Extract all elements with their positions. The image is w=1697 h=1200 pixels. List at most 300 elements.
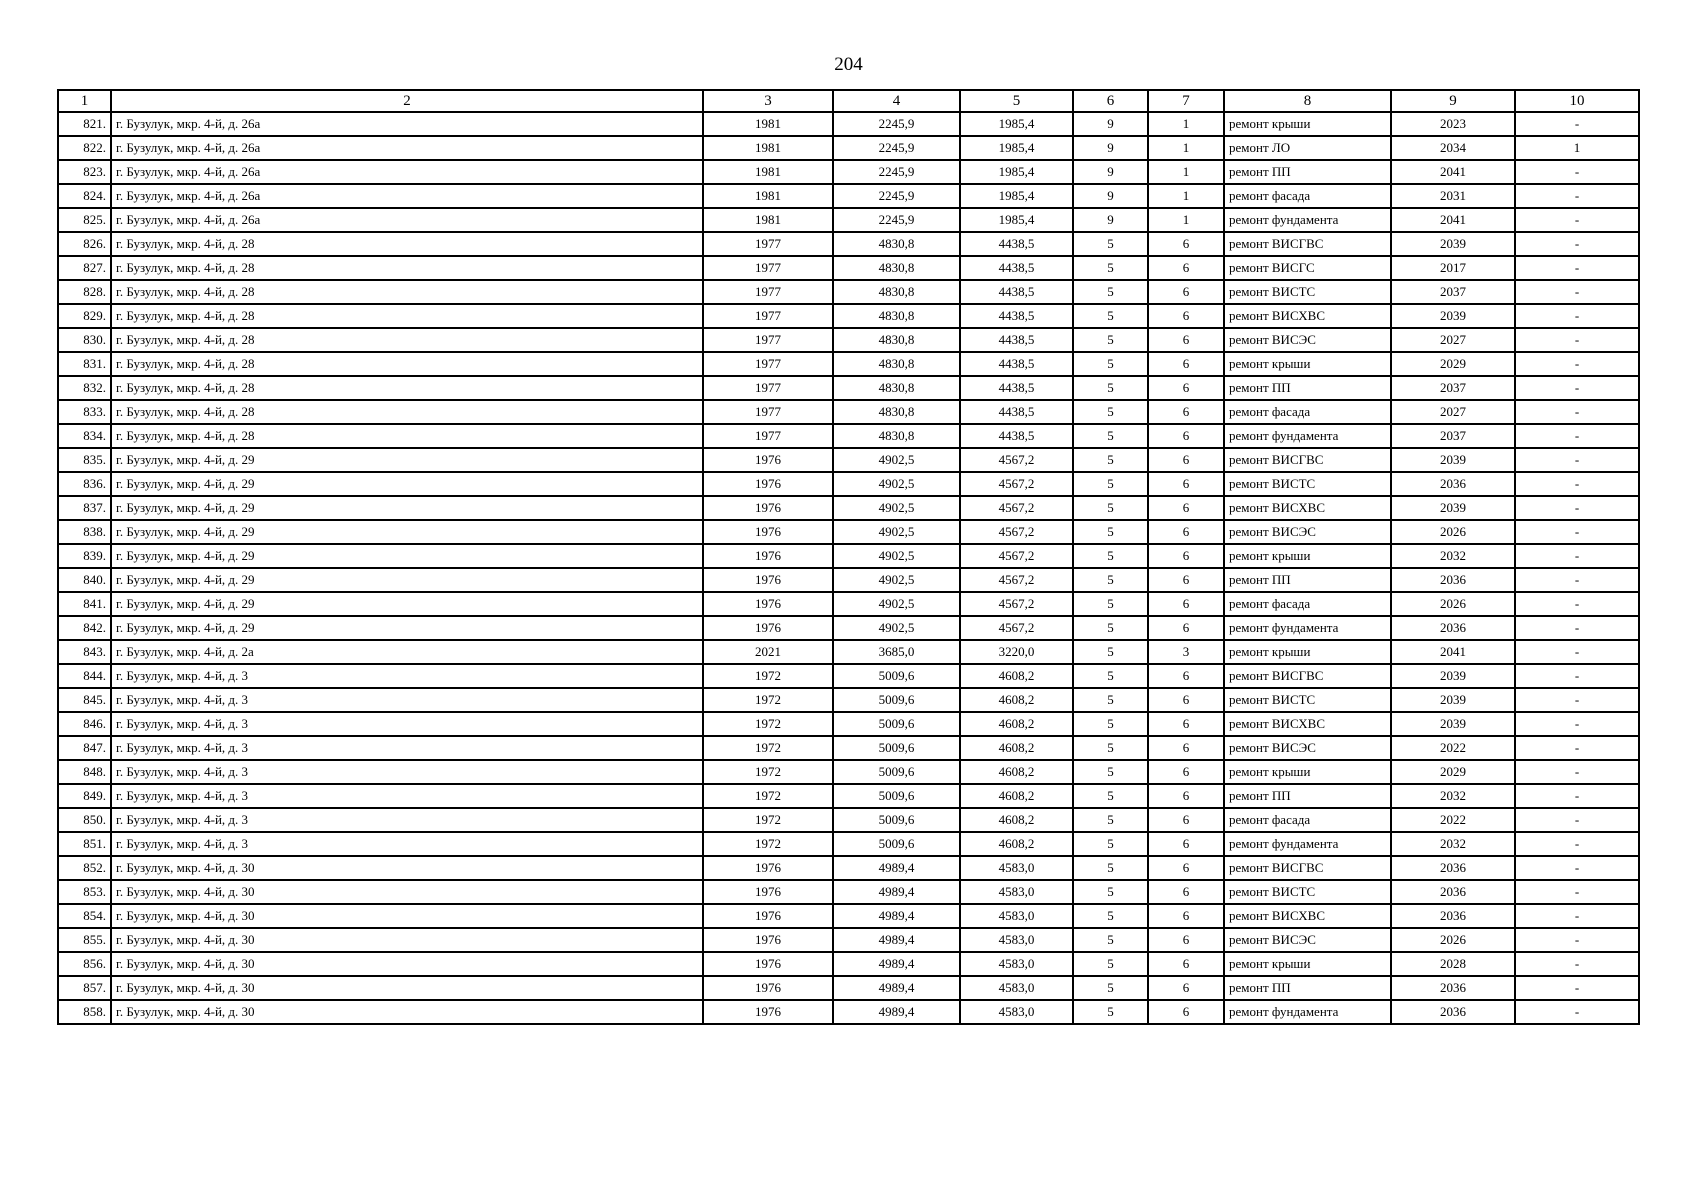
entrances-cell: 6 bbox=[1148, 1000, 1224, 1024]
row-number: 842. bbox=[58, 616, 111, 640]
table-row bbox=[58, 832, 1639, 856]
living-area-cell: 4608,2 bbox=[960, 664, 1073, 688]
floors-cell: 5 bbox=[1073, 760, 1148, 784]
address-cell: г. Бузулук, мкр. 4-й, д. 30 bbox=[111, 952, 703, 976]
address-cell: г. Бузулук, мкр. 4-й, д. 29 bbox=[111, 496, 703, 520]
column-header: 1 bbox=[58, 90, 111, 112]
plan-year-cell: 2036 bbox=[1391, 904, 1515, 928]
note-cell: - bbox=[1515, 424, 1639, 448]
plan-year-cell: 2032 bbox=[1391, 544, 1515, 568]
note-cell: - bbox=[1515, 160, 1639, 184]
row-number: 857. bbox=[58, 976, 111, 1000]
living-area-cell: 4438,5 bbox=[960, 232, 1073, 256]
address-cell: г. Бузулук, мкр. 4-й, д. 29 bbox=[111, 616, 703, 640]
row-number: 834. bbox=[58, 424, 111, 448]
year-built-cell: 1976 bbox=[703, 856, 833, 880]
row-number: 858. bbox=[58, 1000, 111, 1024]
living-area-cell: 4608,2 bbox=[960, 736, 1073, 760]
table-row bbox=[58, 232, 1639, 256]
floors-cell: 5 bbox=[1073, 400, 1148, 424]
total-area-cell: 4989,4 bbox=[833, 976, 960, 1000]
total-area-cell: 5009,6 bbox=[833, 784, 960, 808]
year-built-cell: 1977 bbox=[703, 304, 833, 328]
row-number: 851. bbox=[58, 832, 111, 856]
floors-cell: 5 bbox=[1073, 592, 1148, 616]
year-built-cell: 1972 bbox=[703, 736, 833, 760]
note-cell: - bbox=[1515, 208, 1639, 232]
entrances-cell: 6 bbox=[1148, 712, 1224, 736]
note-cell: - bbox=[1515, 568, 1639, 592]
floors-cell: 5 bbox=[1073, 976, 1148, 1000]
total-area-cell: 4830,8 bbox=[833, 256, 960, 280]
work-type-cell: ремонт ВИСХВС bbox=[1224, 904, 1391, 928]
plan-year-cell: 2037 bbox=[1391, 376, 1515, 400]
plan-year-cell: 2039 bbox=[1391, 712, 1515, 736]
living-area-cell: 4583,0 bbox=[960, 880, 1073, 904]
table-row bbox=[58, 928, 1639, 952]
work-type-cell: ремонт ВИСЭС bbox=[1224, 328, 1391, 352]
floors-cell: 5 bbox=[1073, 856, 1148, 880]
table-row bbox=[58, 376, 1639, 400]
row-number: 825. bbox=[58, 208, 111, 232]
plan-year-cell: 2039 bbox=[1391, 304, 1515, 328]
entrances-cell: 6 bbox=[1148, 688, 1224, 712]
row-number: 844. bbox=[58, 664, 111, 688]
floors-cell: 5 bbox=[1073, 712, 1148, 736]
year-built-cell: 1977 bbox=[703, 424, 833, 448]
work-type-cell: ремонт ВИСХВС bbox=[1224, 712, 1391, 736]
living-area-cell: 4567,2 bbox=[960, 568, 1073, 592]
floors-cell: 5 bbox=[1073, 352, 1148, 376]
year-built-cell: 2021 bbox=[703, 640, 833, 664]
floors-cell: 9 bbox=[1073, 136, 1148, 160]
plan-year-cell: 2027 bbox=[1391, 400, 1515, 424]
floors-cell: 5 bbox=[1073, 808, 1148, 832]
table-row bbox=[58, 472, 1639, 496]
floors-cell: 5 bbox=[1073, 520, 1148, 544]
table-row bbox=[58, 760, 1639, 784]
year-built-cell: 1981 bbox=[703, 208, 833, 232]
row-number: 823. bbox=[58, 160, 111, 184]
work-type-cell: ремонт ВИСТС bbox=[1224, 880, 1391, 904]
work-type-cell: ремонт фундамента bbox=[1224, 424, 1391, 448]
plan-year-cell: 2026 bbox=[1391, 928, 1515, 952]
entrances-cell: 1 bbox=[1148, 184, 1224, 208]
plan-year-cell: 2036 bbox=[1391, 616, 1515, 640]
plan-year-cell: 2039 bbox=[1391, 664, 1515, 688]
table-row bbox=[58, 208, 1639, 232]
page-number: 204 bbox=[834, 54, 863, 75]
row-number: 828. bbox=[58, 280, 111, 304]
entrances-cell: 6 bbox=[1148, 472, 1224, 496]
table-row bbox=[58, 592, 1639, 616]
floors-cell: 5 bbox=[1073, 280, 1148, 304]
year-built-cell: 1977 bbox=[703, 400, 833, 424]
note-cell: - bbox=[1515, 808, 1639, 832]
floors-cell: 5 bbox=[1073, 880, 1148, 904]
year-built-cell: 1972 bbox=[703, 832, 833, 856]
total-area-cell: 5009,6 bbox=[833, 832, 960, 856]
work-type-cell: ремонт ВИСЭС bbox=[1224, 736, 1391, 760]
entrances-cell: 6 bbox=[1148, 976, 1224, 1000]
work-type-cell: ремонт крыши bbox=[1224, 544, 1391, 568]
note-cell: - bbox=[1515, 760, 1639, 784]
living-area-cell: 4583,0 bbox=[960, 904, 1073, 928]
address-cell: г. Бузулук, мкр. 4-й, д. 3 bbox=[111, 832, 703, 856]
address-cell: г. Бузулук, мкр. 4-й, д. 30 bbox=[111, 856, 703, 880]
living-area-cell: 4438,5 bbox=[960, 376, 1073, 400]
floors-cell: 9 bbox=[1073, 160, 1148, 184]
year-built-cell: 1972 bbox=[703, 760, 833, 784]
total-area-cell: 2245,9 bbox=[833, 136, 960, 160]
total-area-cell: 4830,8 bbox=[833, 280, 960, 304]
table-row bbox=[58, 352, 1639, 376]
note-cell: - bbox=[1515, 496, 1639, 520]
row-number: 841. bbox=[58, 592, 111, 616]
total-area-cell: 5009,6 bbox=[833, 712, 960, 736]
total-area-cell: 4902,5 bbox=[833, 520, 960, 544]
note-cell: - bbox=[1515, 952, 1639, 976]
living-area-cell: 1985,4 bbox=[960, 112, 1073, 136]
entrances-cell: 6 bbox=[1148, 808, 1224, 832]
floors-cell: 5 bbox=[1073, 640, 1148, 664]
year-built-cell: 1981 bbox=[703, 112, 833, 136]
plan-year-cell: 2036 bbox=[1391, 472, 1515, 496]
living-area-cell: 4438,5 bbox=[960, 328, 1073, 352]
address-cell: г. Бузулук, мкр. 4-й, д. 29 bbox=[111, 544, 703, 568]
work-type-cell: ремонт ВИСТС bbox=[1224, 280, 1391, 304]
living-area-cell: 4567,2 bbox=[960, 520, 1073, 544]
note-cell: - bbox=[1515, 784, 1639, 808]
work-type-cell: ремонт ВИСТС bbox=[1224, 688, 1391, 712]
living-area-cell: 4608,2 bbox=[960, 832, 1073, 856]
year-built-cell: 1976 bbox=[703, 952, 833, 976]
row-number: 837. bbox=[58, 496, 111, 520]
address-cell: г. Бузулук, мкр. 4-й, д. 28 bbox=[111, 400, 703, 424]
year-built-cell: 1977 bbox=[703, 232, 833, 256]
address-cell: г. Бузулук, мкр. 4-й, д. 3 bbox=[111, 736, 703, 760]
floors-cell: 5 bbox=[1073, 328, 1148, 352]
note-cell: - bbox=[1515, 664, 1639, 688]
table-row bbox=[58, 1000, 1639, 1024]
address-cell: г. Бузулук, мкр. 4-й, д. 26а bbox=[111, 112, 703, 136]
table-row bbox=[58, 664, 1639, 688]
table-row bbox=[58, 328, 1639, 352]
column-header: 5 bbox=[960, 90, 1073, 112]
living-area-cell: 4567,2 bbox=[960, 616, 1073, 640]
floors-cell: 9 bbox=[1073, 112, 1148, 136]
column-header: 6 bbox=[1073, 90, 1148, 112]
work-type-cell: ремонт ВИСЭС bbox=[1224, 928, 1391, 952]
total-area-cell: 3685,0 bbox=[833, 640, 960, 664]
floors-cell: 5 bbox=[1073, 472, 1148, 496]
work-type-cell: ремонт фундамента bbox=[1224, 616, 1391, 640]
entrances-cell: 6 bbox=[1148, 352, 1224, 376]
floors-cell: 5 bbox=[1073, 496, 1148, 520]
note-cell: - bbox=[1515, 928, 1639, 952]
entrances-cell: 6 bbox=[1148, 424, 1224, 448]
address-cell: г. Бузулук, мкр. 4-й, д. 30 bbox=[111, 976, 703, 1000]
floors-cell: 5 bbox=[1073, 304, 1148, 328]
table-row bbox=[58, 784, 1639, 808]
entrances-cell: 3 bbox=[1148, 640, 1224, 664]
plan-year-cell: 2036 bbox=[1391, 1000, 1515, 1024]
year-built-cell: 1981 bbox=[703, 160, 833, 184]
total-area-cell: 4902,5 bbox=[833, 448, 960, 472]
work-type-cell: ремонт ВИСХВС bbox=[1224, 304, 1391, 328]
work-type-cell: ремонт крыши bbox=[1224, 352, 1391, 376]
row-number: 845. bbox=[58, 688, 111, 712]
living-area-cell: 4438,5 bbox=[960, 400, 1073, 424]
address-cell: г. Бузулук, мкр. 4-й, д. 26а bbox=[111, 184, 703, 208]
total-area-cell: 2245,9 bbox=[833, 160, 960, 184]
year-built-cell: 1977 bbox=[703, 328, 833, 352]
plan-year-cell: 2041 bbox=[1391, 208, 1515, 232]
entrances-cell: 6 bbox=[1148, 280, 1224, 304]
note-cell: - bbox=[1515, 328, 1639, 352]
row-number: 846. bbox=[58, 712, 111, 736]
total-area-cell: 4902,5 bbox=[833, 616, 960, 640]
entrances-cell: 6 bbox=[1148, 568, 1224, 592]
work-type-cell: ремонт ЛО bbox=[1224, 136, 1391, 160]
table-row bbox=[58, 808, 1639, 832]
work-type-cell: ремонт ПП bbox=[1224, 784, 1391, 808]
plan-year-cell: 2026 bbox=[1391, 520, 1515, 544]
plan-year-cell: 2032 bbox=[1391, 784, 1515, 808]
floors-cell: 5 bbox=[1073, 568, 1148, 592]
table-row bbox=[58, 616, 1639, 640]
plan-year-cell: 2023 bbox=[1391, 112, 1515, 136]
address-cell: г. Бузулук, мкр. 4-й, д. 29 bbox=[111, 592, 703, 616]
work-type-cell: ремонт фасада bbox=[1224, 592, 1391, 616]
address-cell: г. Бузулук, мкр. 4-й, д. 2а bbox=[111, 640, 703, 664]
floors-cell: 5 bbox=[1073, 448, 1148, 472]
row-number: 827. bbox=[58, 256, 111, 280]
floors-cell: 5 bbox=[1073, 376, 1148, 400]
year-built-cell: 1977 bbox=[703, 352, 833, 376]
note-cell: - bbox=[1515, 640, 1639, 664]
note-cell: - bbox=[1515, 616, 1639, 640]
row-number: 855. bbox=[58, 928, 111, 952]
row-number: 826. bbox=[58, 232, 111, 256]
work-type-cell: ремонт фасада bbox=[1224, 808, 1391, 832]
note-cell: - bbox=[1515, 520, 1639, 544]
note-cell: - bbox=[1515, 280, 1639, 304]
row-number: 843. bbox=[58, 640, 111, 664]
entrances-cell: 6 bbox=[1148, 664, 1224, 688]
total-area-cell: 4989,4 bbox=[833, 952, 960, 976]
table-row bbox=[58, 520, 1639, 544]
table-row bbox=[58, 496, 1639, 520]
year-built-cell: 1977 bbox=[703, 376, 833, 400]
total-area-cell: 4902,5 bbox=[833, 496, 960, 520]
table-row bbox=[58, 904, 1639, 928]
total-area-cell: 4989,4 bbox=[833, 928, 960, 952]
floors-cell: 5 bbox=[1073, 784, 1148, 808]
address-cell: г. Бузулук, мкр. 4-й, д. 28 bbox=[111, 352, 703, 376]
plan-year-cell: 2022 bbox=[1391, 808, 1515, 832]
address-cell: г. Бузулук, мкр. 4-й, д. 26а bbox=[111, 208, 703, 232]
work-type-cell: ремонт ВИСГС bbox=[1224, 256, 1391, 280]
year-built-cell: 1976 bbox=[703, 616, 833, 640]
note-cell: - bbox=[1515, 976, 1639, 1000]
note-cell: - bbox=[1515, 712, 1639, 736]
note-cell: - bbox=[1515, 472, 1639, 496]
year-built-cell: 1972 bbox=[703, 712, 833, 736]
note-cell: - bbox=[1515, 880, 1639, 904]
plan-year-cell: 2036 bbox=[1391, 976, 1515, 1000]
entrances-cell: 6 bbox=[1148, 232, 1224, 256]
living-area-cell: 4567,2 bbox=[960, 472, 1073, 496]
living-area-cell: 4567,2 bbox=[960, 544, 1073, 568]
row-number: 835. bbox=[58, 448, 111, 472]
plan-year-cell: 2039 bbox=[1391, 232, 1515, 256]
living-area-cell: 4438,5 bbox=[960, 352, 1073, 376]
entrances-cell: 6 bbox=[1148, 784, 1224, 808]
address-cell: г. Бузулук, мкр. 4-й, д. 30 bbox=[111, 1000, 703, 1024]
entrances-cell: 1 bbox=[1148, 160, 1224, 184]
address-cell: г. Бузулук, мкр. 4-й, д. 28 bbox=[111, 376, 703, 400]
year-built-cell: 1972 bbox=[703, 808, 833, 832]
work-type-cell: ремонт ПП bbox=[1224, 160, 1391, 184]
table-row bbox=[58, 712, 1639, 736]
row-number: 829. bbox=[58, 304, 111, 328]
floors-cell: 5 bbox=[1073, 1000, 1148, 1024]
address-cell: г. Бузулук, мкр. 4-й, д. 28 bbox=[111, 280, 703, 304]
total-area-cell: 4989,4 bbox=[833, 856, 960, 880]
total-area-cell: 5009,6 bbox=[833, 664, 960, 688]
registry-table bbox=[57, 89, 1640, 1025]
living-area-cell: 4438,5 bbox=[960, 256, 1073, 280]
note-cell: - bbox=[1515, 544, 1639, 568]
living-area-cell: 1985,4 bbox=[960, 136, 1073, 160]
note-cell: - bbox=[1515, 904, 1639, 928]
table-row bbox=[58, 568, 1639, 592]
living-area-cell: 4583,0 bbox=[960, 856, 1073, 880]
entrances-cell: 6 bbox=[1148, 856, 1224, 880]
column-header: 3 bbox=[703, 90, 833, 112]
entrances-cell: 6 bbox=[1148, 592, 1224, 616]
row-number: 850. bbox=[58, 808, 111, 832]
entrances-cell: 6 bbox=[1148, 928, 1224, 952]
year-built-cell: 1976 bbox=[703, 520, 833, 544]
living-area-cell: 4567,2 bbox=[960, 496, 1073, 520]
address-cell: г. Бузулук, мкр. 4-й, д. 3 bbox=[111, 760, 703, 784]
row-number: 852. bbox=[58, 856, 111, 880]
total-area-cell: 5009,6 bbox=[833, 688, 960, 712]
year-built-cell: 1976 bbox=[703, 904, 833, 928]
table-row bbox=[58, 256, 1639, 280]
address-cell: г. Бузулук, мкр. 4-й, д. 30 bbox=[111, 928, 703, 952]
work-type-cell: ремонт крыши bbox=[1224, 760, 1391, 784]
row-number: 832. bbox=[58, 376, 111, 400]
row-number: 839. bbox=[58, 544, 111, 568]
plan-year-cell: 2027 bbox=[1391, 328, 1515, 352]
floors-cell: 5 bbox=[1073, 544, 1148, 568]
note-cell: - bbox=[1515, 736, 1639, 760]
year-built-cell: 1976 bbox=[703, 544, 833, 568]
table-row bbox=[58, 688, 1639, 712]
plan-year-cell: 2017 bbox=[1391, 256, 1515, 280]
year-built-cell: 1977 bbox=[703, 280, 833, 304]
total-area-cell: 4830,8 bbox=[833, 424, 960, 448]
column-header: 10 bbox=[1515, 90, 1639, 112]
total-area-cell: 2245,9 bbox=[833, 208, 960, 232]
year-built-cell: 1972 bbox=[703, 688, 833, 712]
entrances-cell: 6 bbox=[1148, 448, 1224, 472]
floors-cell: 5 bbox=[1073, 664, 1148, 688]
total-area-cell: 4830,8 bbox=[833, 328, 960, 352]
living-area-cell: 4608,2 bbox=[960, 808, 1073, 832]
entrances-cell: 6 bbox=[1148, 256, 1224, 280]
work-type-cell: ремонт ВИСГВС bbox=[1224, 664, 1391, 688]
year-built-cell: 1981 bbox=[703, 184, 833, 208]
work-type-cell: ремонт ВИСТС bbox=[1224, 472, 1391, 496]
work-type-cell: ремонт крыши bbox=[1224, 112, 1391, 136]
living-area-cell: 4583,0 bbox=[960, 928, 1073, 952]
address-cell: г. Бузулук, мкр. 4-й, д. 29 bbox=[111, 520, 703, 544]
note-cell: - bbox=[1515, 376, 1639, 400]
floors-cell: 9 bbox=[1073, 208, 1148, 232]
row-number: 836. bbox=[58, 472, 111, 496]
year-built-cell: 1976 bbox=[703, 976, 833, 1000]
address-cell: г. Бузулук, мкр. 4-й, д. 28 bbox=[111, 328, 703, 352]
total-area-cell: 4902,5 bbox=[833, 592, 960, 616]
note-cell: - bbox=[1515, 688, 1639, 712]
living-area-cell: 4567,2 bbox=[960, 592, 1073, 616]
note-cell: - bbox=[1515, 448, 1639, 472]
table-row bbox=[58, 424, 1639, 448]
entrances-cell: 6 bbox=[1148, 400, 1224, 424]
entrances-cell: 1 bbox=[1148, 136, 1224, 160]
plan-year-cell: 2034 bbox=[1391, 136, 1515, 160]
entrances-cell: 1 bbox=[1148, 208, 1224, 232]
work-type-cell: ремонт фасада bbox=[1224, 184, 1391, 208]
column-header: 9 bbox=[1391, 90, 1515, 112]
work-type-cell: ремонт ПП bbox=[1224, 568, 1391, 592]
work-type-cell: ремонт фундамента bbox=[1224, 1000, 1391, 1024]
work-type-cell: ремонт фундамента bbox=[1224, 832, 1391, 856]
entrances-cell: 6 bbox=[1148, 904, 1224, 928]
total-area-cell: 2245,9 bbox=[833, 112, 960, 136]
table-row bbox=[58, 136, 1639, 160]
row-number: 830. bbox=[58, 328, 111, 352]
living-area-cell: 1985,4 bbox=[960, 184, 1073, 208]
total-area-cell: 4902,5 bbox=[833, 568, 960, 592]
table-row bbox=[58, 304, 1639, 328]
table-row bbox=[58, 184, 1639, 208]
total-area-cell: 4830,8 bbox=[833, 232, 960, 256]
year-built-cell: 1976 bbox=[703, 448, 833, 472]
floors-cell: 5 bbox=[1073, 424, 1148, 448]
note-cell: - bbox=[1515, 304, 1639, 328]
total-area-cell: 2245,9 bbox=[833, 184, 960, 208]
living-area-cell: 3220,0 bbox=[960, 640, 1073, 664]
address-cell: г. Бузулук, мкр. 4-й, д. 3 bbox=[111, 808, 703, 832]
entrances-cell: 6 bbox=[1148, 520, 1224, 544]
floors-cell: 5 bbox=[1073, 904, 1148, 928]
total-area-cell: 5009,6 bbox=[833, 808, 960, 832]
floors-cell: 5 bbox=[1073, 928, 1148, 952]
table-row bbox=[58, 400, 1639, 424]
entrances-cell: 6 bbox=[1148, 736, 1224, 760]
year-built-cell: 1981 bbox=[703, 136, 833, 160]
work-type-cell: ремонт ПП bbox=[1224, 376, 1391, 400]
plan-year-cell: 2028 bbox=[1391, 952, 1515, 976]
living-area-cell: 4438,5 bbox=[960, 280, 1073, 304]
living-area-cell: 4608,2 bbox=[960, 688, 1073, 712]
living-area-cell: 4608,2 bbox=[960, 784, 1073, 808]
